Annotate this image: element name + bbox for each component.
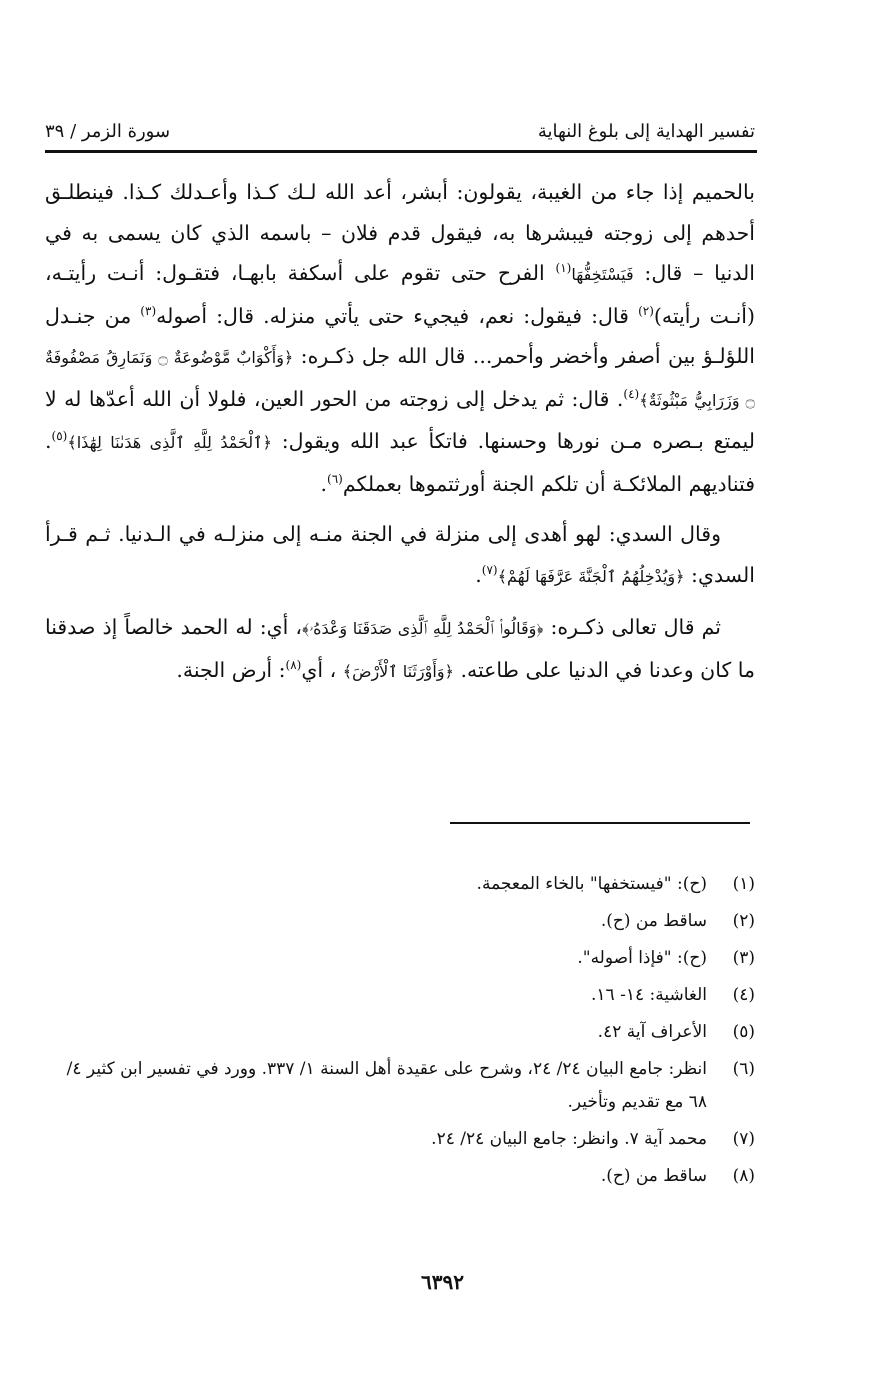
quran-word: فَيَسْتَخِفُّهَا — [571, 265, 634, 284]
footnote-text: محمد آية ٧. وانظر: جامع البيان ٢٤/ ٢٤. — [431, 1129, 707, 1149]
footnote-divider — [450, 822, 750, 824]
footnote-item — [45, 868, 755, 901]
footnote-ref-2: (٢) — [638, 303, 654, 318]
footnote-number: (٤) — [732, 985, 755, 1005]
text-run: . — [475, 562, 482, 587]
text-run: الفرح حتى تقوم على أسكفة بابهـا، فتقـول: أنـت رأيتـه، (أنـت رأيته) — [45, 261, 755, 328]
text-run: . قال: ثم يدخل إلى زوجته من الحور العين، فلولا أن الله أعدّها له لا ليمتع بـصره مـن نورها وحسنها. فاتكأ عبد الله ويقول: — [45, 386, 755, 453]
footnote-item — [45, 1160, 755, 1193]
text-run: بالحميم إذا جاء من الغيبة، يقولون: أبشر، أعد الله لـك كـذا وأعـدلك كـذا. فينطلـق أحدهم إلى زوجته فيبشرها به، فيقول قدم فلان – باسمه الذي كان يسمى به في الدنيا – قال: — [45, 180, 755, 285]
paragraph-1 — [45, 172, 755, 504]
footnote-ref-5: (٥) — [51, 429, 68, 444]
book-title: تفسير الهداية إلى بلوغ النهاية — [537, 121, 755, 142]
paragraph-3 — [45, 607, 755, 692]
quran-verse: ﴿وَأَكْوَابٌ مَّوْضُوعَةٌ ۝ وَنَمَارِقُ مَصْفُوفَةٌ ۝ وَزَرَابِيُّ مَبْثُوثَةٌ﴾ — [45, 348, 756, 410]
footnote-number: (٦) — [732, 1059, 755, 1079]
footnote-text: (ح): "فإذا أصوله". — [577, 948, 707, 968]
text-run: وقال السدي: لهو أهدى إلى منزلة في الجنة منـه إلى منزلـه في الـدنيا. ثـم قـرأ السدي: — [45, 522, 755, 587]
header-divider — [45, 150, 757, 153]
footnote-number: (٨) — [732, 1166, 755, 1186]
footnote-ref-8: (٨) — [285, 657, 302, 672]
page-header — [45, 110, 755, 142]
text-run: قال: فيقول: نعم، فيجيء حتى يأتي منزله. قال: أصوله — [156, 303, 639, 328]
footnote-item — [45, 1016, 755, 1049]
footnote-ref-1: (١) — [555, 261, 572, 276]
footnote-text: الأعراف آية ٤٢. — [597, 1022, 707, 1042]
footnote-item — [45, 942, 755, 975]
footnote-number: (٣) — [732, 948, 755, 968]
paragraph-2 — [45, 514, 755, 597]
footnote-text: انظر: جامع البيان ٢٤/ ٢٤، وشرح على عقيدة أهل السنة ١/ ٣٣٧. وورد في تفسير ابن كثير ٤/ ٦٨ مع تقديم وتأخير. — [66, 1059, 707, 1112]
footnote-item — [45, 905, 755, 938]
surah-page-label: سورة الزمر / ٣٩ — [45, 121, 171, 142]
footnote-text: ساقط من (ح). — [600, 911, 707, 931]
footnote-ref-4: (٤) — [623, 386, 640, 401]
footnote-text: ساقط من (ح). — [600, 1166, 707, 1186]
footnote-ref-6: (٦) — [327, 471, 343, 486]
footnote-ref-3: (٣) — [140, 303, 157, 318]
footnote-number: (٥) — [732, 1022, 755, 1042]
quran-verse: ﴿وَيُدْخِلُهُمُ ٱلْجَنَّةَ عَرَّفَهَا لَهُمْ﴾ — [497, 566, 685, 586]
quran-verse: ﴿وَأَوْرَثَنَا ٱلْأَرْضَ﴾ — [342, 661, 454, 681]
footnote-item — [45, 1053, 755, 1119]
page-number: ٦٣٩٢ — [421, 1270, 464, 1294]
quran-verse: ﴿وَقَالُوا۟ ٱلْحَمْدُ لِلَّهِ ٱلَّذِى صَدَقَنَا وَعْدَهُۥ﴾ — [302, 619, 544, 638]
text-run: ، أي: له الحمد خالصاً إذ صدقنا ما كان وعدنا في الدنيا على طاعته. — [45, 615, 755, 682]
text-run: . — [320, 471, 328, 496]
text-run: : أرض الجنة. — [176, 657, 286, 682]
footnote-number: (٧) — [732, 1129, 755, 1149]
footnote-number: (٢) — [732, 911, 755, 931]
footnote-item — [45, 979, 755, 1012]
text-run: ثم قال تعالى ذكـره: — [543, 615, 721, 639]
footnotes — [45, 868, 755, 1197]
text-run: . فتناديهم الملائكـة أن تلكم الجنة أورثتموها بعملكم — [45, 429, 755, 496]
text-run: من جنـدل اللؤلـؤ بين أصفر وأخضر وأحمر... قال الله جل ذكـره: — [45, 303, 755, 368]
text-run: ، أي — [301, 657, 343, 682]
quran-verse: ﴿ٱلْحَمْدُ لِلَّهِ ٱلَّذِى هَدَىٰنَا لِهَٰذَا﴾ — [67, 433, 272, 452]
footnote-ref-7: (٧) — [481, 562, 498, 577]
main-text — [45, 172, 755, 702]
footnote-text: (ح): "فيستخفها" بالخاء المعجمة. — [476, 874, 707, 894]
footnote-number: (١) — [732, 874, 755, 894]
footnote-text: الغاشية: ١٤- ١٦. — [591, 985, 707, 1005]
footnote-item — [45, 1123, 755, 1156]
